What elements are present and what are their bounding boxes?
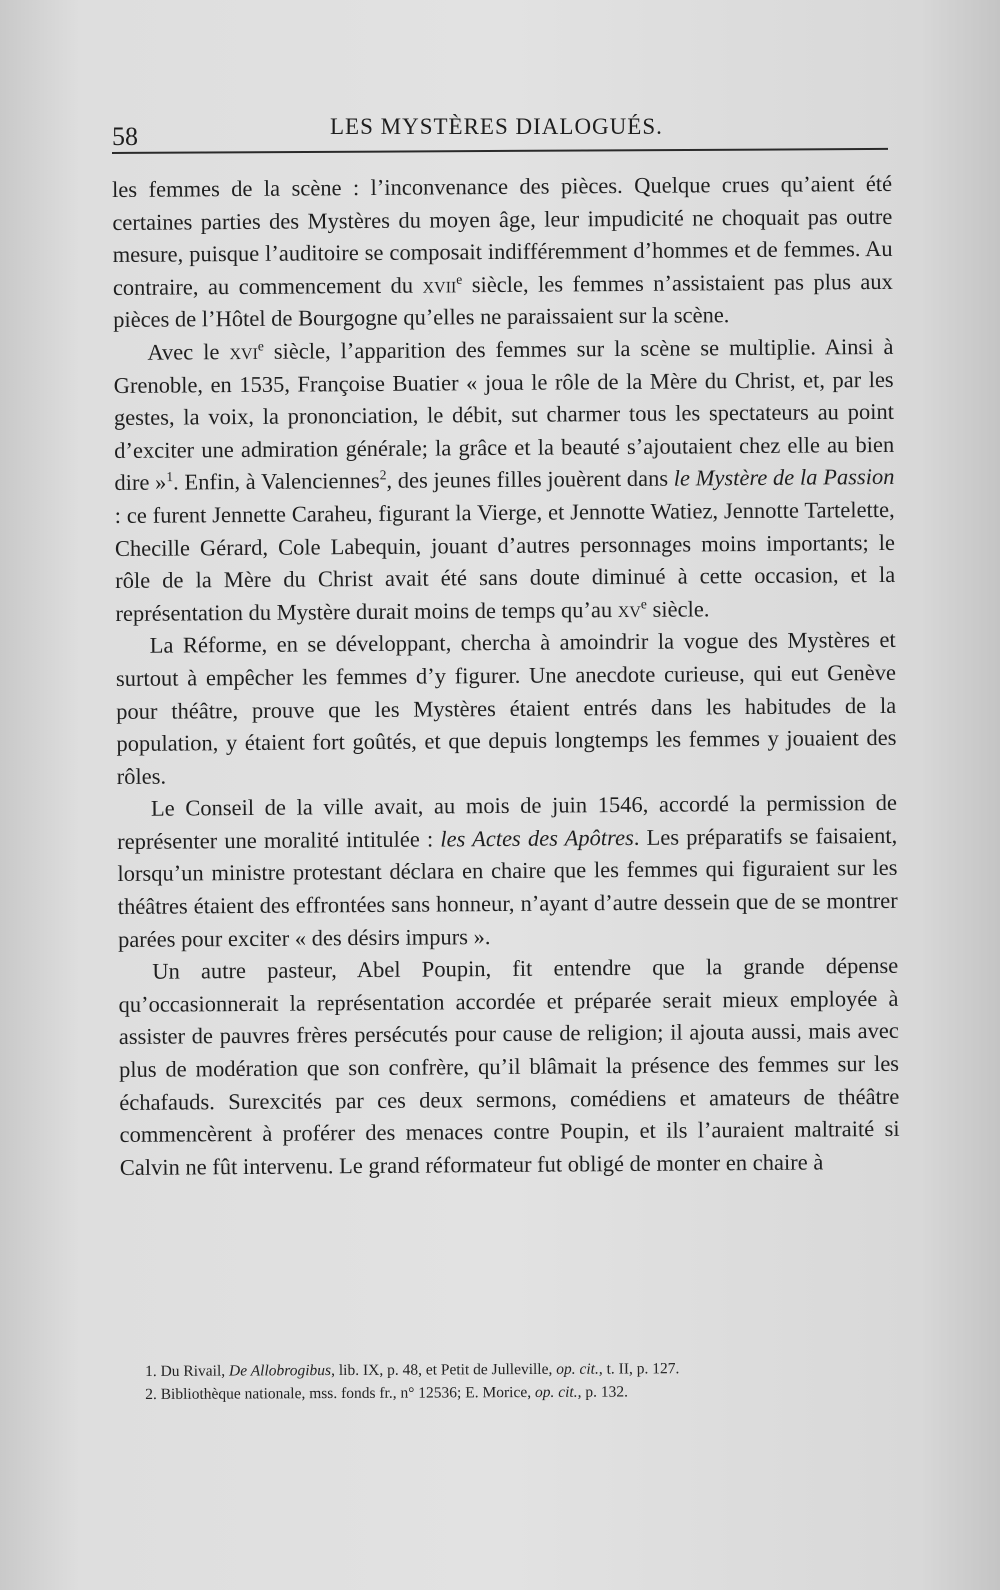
paragraph-3: La Réforme, en se développant, chercha à amoindrir la vogue des Mystères et surtout à empêcher les femmes d’y figurer. Une anecdote curieuse, qui eut Genève pour théâtre, prouve que les Mystères étaient entrés dans les habitudes de la population, y étaient fort goûtés, et que depuis longtemps les femmes y jouaient des rôles.	[115, 627, 897, 789]
page-number: 58	[112, 122, 138, 151]
footnote-ref-1: 1	[166, 469, 174, 485]
body-text	[112, 168, 900, 1185]
paragraph-1: les femmes de la scène : l’inconvenance des pièces. Quelque crues qu’aient été certaines parties des Mystères du moyen âge, leur impudicité ne choquait pas outre mesure, puisque l’auditoire se composait indifféremment d’hommes et de femmes. Au contraire, au commencement du xvii$^e$ siècle, les femmes n’assistaient pas plus aux pièces de l’Hôtel de Bourgogne qu’elles ne paraissaient sur la scène.	[112, 170, 893, 333]
footnote-2: 2. Bibliothèque nationale, mss. fonds fr., n° 12536; E. Morice, op. cit., p. 132.	[145, 1383, 628, 1403]
footnote-1: 1. Du Rivail, De Allobrogibus, lib. IX, p. 48, et Petit de Julleville, op. cit., t. II, p. 127.	[145, 1360, 680, 1380]
work-title: le Mystère de la Passion	[673, 464, 895, 491]
paragraph-4: Le Conseil de la ville avait, au mois de juin 1546, accordé la permission de représenter une moralité intitulée : les Actes des Apôtres. Les préparatifs se faisaient, lorsqu’un ministre protestant déclara en chaire que les femmes qui figuraient sur les théâtres étaient des effrontées sans honneur, n’ayant d’autre dessein que de se montrer parées pour exciter « des désirs impurs ».	[117, 790, 898, 952]
running-title: LES MYSTÈRES DIALOGUÉS.	[330, 114, 663, 139]
footnotes	[145, 1356, 885, 1406]
page-header	[112, 112, 888, 152]
paragraph-5: Un autre pasteur, Abel Poupin, fit entendre que la grande dépense qu’occasionnerait la représentation accordée et préparée serait mieux employée à assister de pauvres frères persécutés pour cause de religion; il ajouta aussi, mais avec plus de modération que son confrère, qu’il blâmait la présence des femmes sur les échafauds. Surexcités par ces deux sermons, comédiens et amateurs de théâtre commencèrent à proférer des menaces contre Poupin, et ils l’auraient maltraité si Calvin ne fût intervenu. Le grand réformateur fut obligé de monter en chaire à	[118, 953, 900, 1180]
work-title: les Actes des Apôtres	[440, 824, 634, 852]
paragraph-2: Avec le xvi$^e$ siècle, l’apparition des femmes sur la scène se multiplie. Ainsi à Grenoble, en 1535, Françoise Buatier « joua le rôle de la Mère du Christ, et, par les gestes, la voix, la prononciation, le débit, sut charmer tous les spectateurs au point d’exciter une admiration générale; la grâce et la beauté s’ajoutaient chez elle au bien dire »$^1$. Enfin, à Valenciennes$^2$, des jeunes filles jouèrent dans le Mystère de la Passion : ce furent Jennette Caraheu, figurant la Vierge, et Jennotte Watiez, Jennotte Tartelette, Checille Gérard, Cole Labequin, jouant d’autres personnages moins importants; le rôle de la Mère du Christ avait été sans doute diminué à cette occasion, et la représentation du Mystère durait moins de temps qu’au $xv^e$ siècle.	[113, 333, 896, 626]
footnote-ref-2: 2	[379, 467, 387, 483]
